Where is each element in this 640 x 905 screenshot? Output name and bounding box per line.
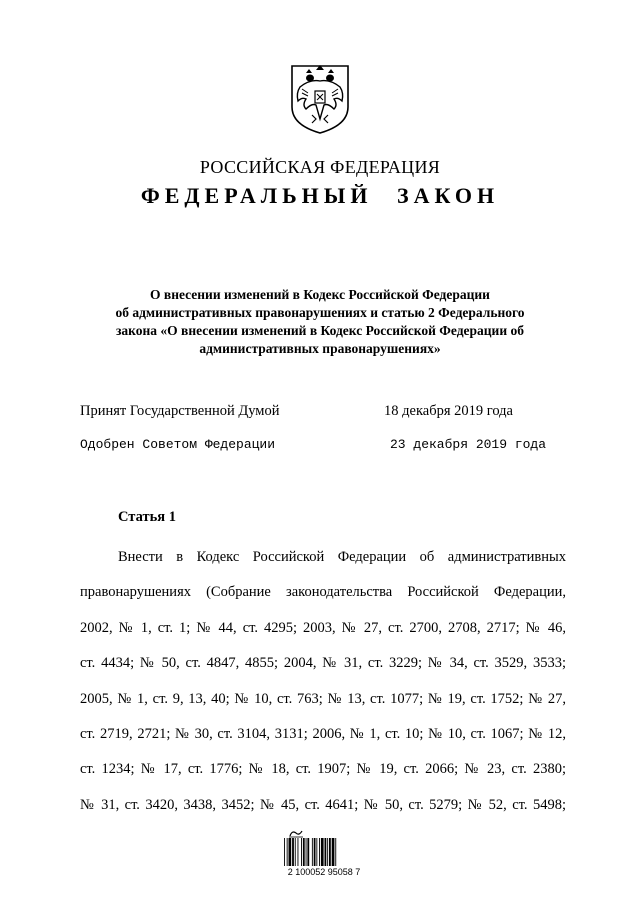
article-line: 2005, № 1, ст. 9, 13, 40; № 10, ст. 763; № 13, ст. 1077; № 19, ст. 1752; № 27,	[80, 690, 566, 707]
barcode-bar	[307, 838, 309, 866]
council-approval-label: Одобрен Советом Федерации	[80, 437, 276, 452]
country-name: РОССИЙСКАЯ ФЕДЕРАЦИЯ	[199, 157, 441, 177]
barcode-bar	[319, 838, 320, 866]
barcode-bar	[298, 838, 299, 866]
article-line: Внести в Кодекс Российской Федерации об административных	[118, 549, 566, 565]
subject-line: административных правонарушениях»	[199, 341, 441, 356]
article-line: 2002, № 1, ст. 1; № 44, ст. 4295; 2003, № 27, ст. 2700, 2708, 2717; № 46,	[80, 619, 566, 636]
barcode-bar	[292, 838, 294, 866]
barcode	[282, 828, 366, 880]
article-body	[80, 540, 566, 823]
barcode-bar	[284, 838, 285, 866]
barcode-bar	[301, 838, 302, 866]
subject-line: О внесении изменений в Кодекс Российской Федерации	[150, 287, 490, 302]
russian-coat-of-arms-icon	[288, 63, 352, 135]
barcode-bar	[329, 838, 331, 866]
barcode-bar	[289, 838, 292, 866]
barcode-bar	[316, 838, 317, 866]
article-line: ст. 4434; № 50, ст. 4847, 4855; 2004, № 31, ст. 3229; № 34, ст. 3529, 3533;	[80, 655, 566, 672]
law-subject-title	[80, 286, 560, 358]
subject-line: об административных правонарушениях и статью 2 Федерального	[115, 305, 525, 320]
article-line: № 31, ст. 3420, 3438, 3452; № 45, ст. 4641; № 50, ст. 5279; № 52, ст. 5498;	[80, 796, 566, 813]
barcode-bar	[303, 838, 305, 866]
article-line: ст. 1234; № 17, ст. 1776; № 18, ст. 1907; № 19, ст. 2066; № 23, ст. 2380;	[80, 761, 566, 778]
barcode-bar	[314, 838, 316, 866]
document-type-title: ФЕДЕРАЛЬНЫЙ ЗАКОН	[140, 183, 500, 208]
article-line: правонарушениях (Собрание законодательства Российской Федерации,	[80, 584, 566, 601]
barcode-bar	[312, 838, 313, 866]
barcode-bar	[287, 838, 288, 866]
article-line: ст. 2719, 2721; № 30, ст. 3104, 3131; 2006, № 1, ст. 10; № 10, ст. 1067; № 12,	[80, 725, 566, 742]
barcode-bar	[325, 838, 327, 866]
barcode-number: 2 100052 95058 7	[287, 867, 361, 877]
subject-line: закона «О внесении изменений в Кодекс Российской Федерации об	[116, 323, 524, 338]
barcode-bar	[306, 838, 307, 866]
duma-adoption-date: 18 декабря 2019 года	[384, 403, 513, 419]
registration-mark-icon	[288, 828, 304, 838]
barcode-icon	[284, 838, 364, 866]
barcode-bar	[321, 838, 324, 866]
council-approval-date: 23 декабря 2019 года	[390, 437, 547, 452]
barcode-bar	[335, 838, 336, 866]
duma-adoption-label: Принят Государственной Думой	[80, 403, 280, 419]
barcode-bar	[295, 838, 296, 866]
barcode-bar	[327, 838, 328, 866]
article-heading: Статья 1	[118, 509, 176, 525]
barcode-bar	[332, 838, 335, 866]
